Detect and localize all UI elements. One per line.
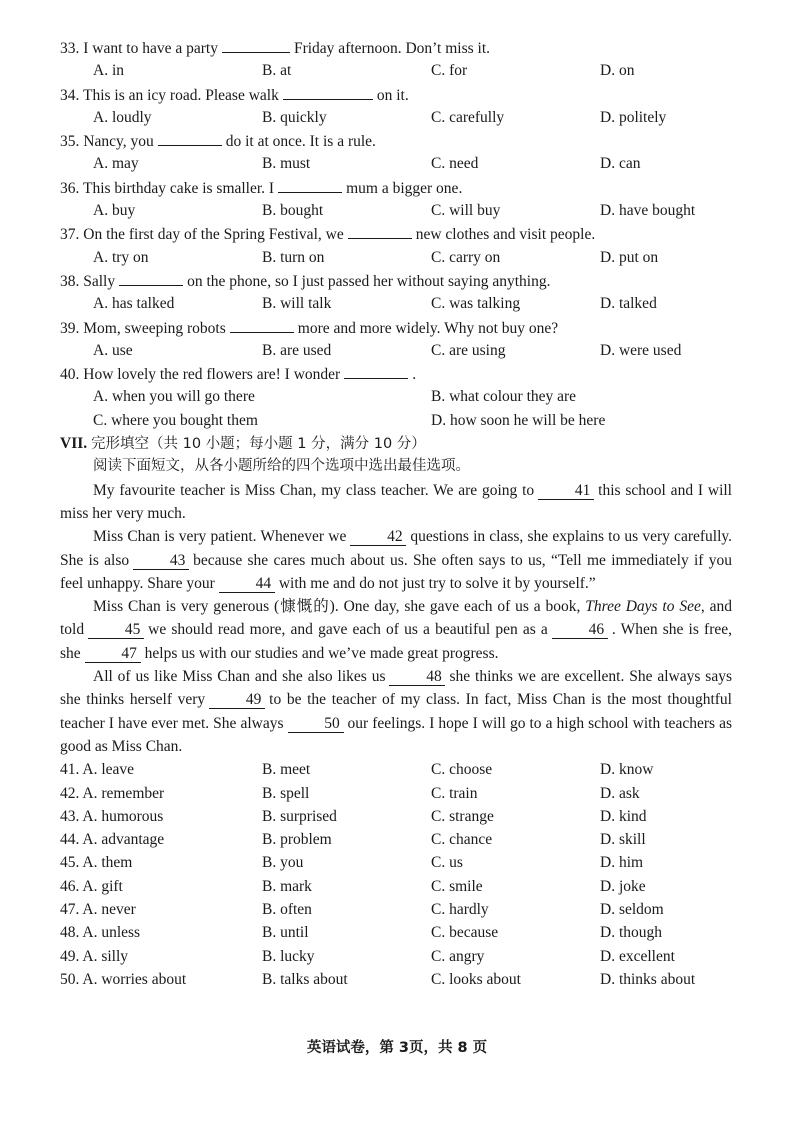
question-36 (60, 176, 732, 199)
option-b[interactable]: B. are used (262, 341, 332, 359)
question-stem: . (412, 366, 417, 384)
option-b[interactable]: B. surprised (262, 807, 337, 825)
cloze-blank-48: 48 (389, 668, 445, 686)
exam-page (60, 36, 732, 991)
option-a[interactable]: 48. A. unless (60, 924, 141, 942)
cloze-option-row (60, 805, 732, 828)
option-c[interactable]: C. are using (431, 341, 506, 359)
option-b[interactable]: B. problem (262, 831, 332, 849)
option-c[interactable]: C. smile (431, 877, 483, 895)
option-c[interactable]: C. train (431, 784, 478, 802)
option-b[interactable]: B. mark (262, 877, 312, 895)
options-40-row1 (60, 385, 732, 408)
option-a[interactable]: A. loudly (93, 108, 152, 126)
option-c[interactable]: C. was talking (431, 295, 521, 313)
section-heading (60, 432, 732, 455)
option-b[interactable]: B. spell (262, 784, 310, 802)
option-a[interactable]: A. in (93, 62, 124, 80)
question-stem: 39. Mom, sweeping robots (60, 319, 226, 337)
option-d[interactable]: D. skill (600, 831, 646, 849)
option-c[interactable]: C. chance (431, 831, 493, 849)
question-stem: on the phone, so I just passed her without saying anything. (187, 272, 551, 290)
answer-blank (230, 316, 294, 333)
option-c[interactable]: C. hardly (431, 900, 489, 918)
question-stem: 40. How lovely the red flowers are! I wonder (60, 366, 341, 384)
answer-blank (278, 176, 342, 193)
option-a[interactable]: 47. A. never (60, 900, 136, 918)
option-c[interactable]: C. for (431, 62, 468, 80)
option-b[interactable]: B. talks about (262, 970, 348, 988)
option-b[interactable]: B. quickly (262, 108, 327, 126)
options-34 (60, 106, 732, 129)
section-title: 完形填空（共 10 小题；每小题 1 分，满分 10 分） (91, 436, 426, 453)
cloze-option-row (60, 851, 732, 874)
option-c[interactable]: C. carry on (431, 248, 501, 266)
question-stem: Friday afternoon. Don’t miss it. (293, 40, 490, 57)
option-a[interactable]: 43. A. humorous (60, 807, 164, 825)
passage-paragraph-4: All of us like Miss Chan and she also likes us 48 she thinks we are excellent. She always says she thinks herself very 49 to be the teacher of my class. In fact, Miss Chan is the most thoughtful teacher I have ever met. She always 50 our feelings. I hope I will go to a high school with teachers as good as Miss Chan. (60, 668, 732, 755)
option-b[interactable]: B. until (262, 924, 309, 942)
answer-blank (222, 36, 290, 53)
question-37 (60, 222, 732, 245)
option-b[interactable]: B. often (262, 900, 312, 918)
section-number: VII. (60, 435, 88, 453)
option-d[interactable]: D. excellent (600, 947, 675, 965)
cloze-options (60, 758, 732, 991)
option-d[interactable]: D. how soon he will be here (431, 411, 606, 429)
question-stem: do it at once. It is a rule. (225, 133, 376, 151)
question-stem: 35. Nancy, you (60, 133, 154, 151)
cloze-blank-47: 47 (85, 645, 141, 663)
answer-blank (158, 129, 222, 146)
question-35 (60, 129, 732, 152)
option-c[interactable]: C. because (431, 924, 499, 942)
option-b[interactable]: B. bought (262, 202, 324, 220)
option-a[interactable]: A. when you will go there (93, 388, 255, 406)
page-footer: 英语试卷，第 3页，共 8 页 (306, 1040, 488, 1056)
options-36 (60, 199, 732, 222)
option-a[interactable]: 41. A. leave (60, 761, 135, 779)
option-d[interactable]: D. though (600, 924, 662, 942)
option-a[interactable]: A. has talked (93, 295, 175, 313)
option-c[interactable]: C. looks about (431, 970, 521, 988)
option-a[interactable]: A. may (93, 155, 139, 173)
option-b[interactable]: B. meet (262, 761, 311, 779)
option-d[interactable]: D. talked (600, 295, 657, 313)
option-d[interactable]: D. put on (600, 248, 659, 266)
cloze-option-row (60, 898, 732, 921)
book-title: Three Days to See (585, 598, 701, 616)
option-a[interactable]: 42. A. remember (60, 784, 165, 802)
cloze-option-row (60, 945, 732, 968)
answer-blank (119, 269, 183, 286)
option-d[interactable]: D. him (600, 854, 644, 872)
option-d[interactable]: D. joke (600, 877, 646, 895)
cloze-blank-44: 44 (219, 575, 275, 593)
option-c[interactable]: C. strange (431, 807, 494, 825)
question-stem: mum a bigger one. (346, 179, 463, 197)
option-a[interactable]: A. try on (93, 248, 149, 266)
option-b[interactable]: B. you (262, 854, 304, 872)
question-39 (60, 316, 732, 339)
question-stem: new clothes and visit people. (415, 226, 596, 244)
cloze-option-row (60, 828, 732, 851)
option-a[interactable]: 49. A. silly (60, 947, 129, 965)
option-d[interactable]: D. on (600, 62, 635, 80)
cloze-option-row (60, 758, 732, 781)
question-38 (60, 269, 732, 292)
options-39 (60, 339, 732, 362)
options-35 (60, 152, 732, 175)
question-34 (60, 83, 732, 106)
cloze-blank-43: 43 (133, 552, 189, 570)
option-d[interactable]: D. ask (600, 784, 640, 802)
cloze-option-row (60, 875, 732, 898)
question-stem: 33. I want to have a party (60, 40, 218, 57)
answer-blank (283, 83, 373, 100)
cloze-blank-50: 50 (288, 715, 344, 733)
question-stem: 38. Sally (60, 272, 116, 290)
option-d[interactable]: D. politely (600, 108, 667, 126)
section-instruction: 阅读下面短文，从各小题所给的四个选项中选出最佳选项。 (93, 458, 470, 475)
options-37 (60, 246, 732, 269)
options-38 (60, 292, 732, 315)
cloze-blank-46: 46 (552, 621, 608, 639)
cloze-blank-41: 41 (538, 482, 594, 500)
option-d[interactable]: D. have bought (600, 202, 696, 220)
option-c[interactable]: C. choose (431, 761, 493, 779)
option-a[interactable]: A. use (93, 341, 133, 359)
option-c[interactable]: C. will buy (431, 202, 501, 220)
option-c[interactable]: C. need (431, 155, 479, 173)
passage-paragraph-1: My favourite teacher is Miss Chan, my class teacher. We are going to 41 this school and I will miss her very much. (60, 481, 732, 522)
cloze-option-row (60, 921, 732, 944)
option-a[interactable]: 46. A. gift (60, 877, 123, 895)
cloze-blank-42: 42 (350, 528, 406, 546)
cloze-option-row (60, 782, 732, 805)
options-33 (60, 59, 732, 82)
cloze-option-row (60, 968, 732, 991)
option-c[interactable]: C. carefully (431, 108, 505, 126)
question-33 (60, 36, 732, 59)
option-a[interactable]: 44. A. advantage (60, 831, 165, 849)
answer-blank (344, 362, 408, 379)
option-d[interactable]: D. kind (600, 807, 647, 825)
question-40 (60, 362, 732, 385)
question-stem: 36. This birthday cake is smaller. I (60, 179, 275, 197)
option-a[interactable]: A. buy (93, 202, 136, 220)
option-d[interactable]: D. can (600, 155, 641, 173)
option-a[interactable]: 50. A. worries about (60, 970, 187, 988)
option-b[interactable]: B. what colour they are (431, 388, 577, 406)
cloze-blank-49: 49 (209, 691, 265, 709)
option-d[interactable]: D. thinks about (600, 970, 696, 988)
cloze-blank-45: 45 (88, 621, 144, 639)
options-40-row2 (60, 409, 732, 432)
option-d[interactable]: D. seldom (600, 900, 664, 918)
option-b[interactable]: B. will talk (262, 295, 332, 313)
question-stem: on it. (376, 86, 409, 104)
passage-paragraph-3: Miss Chan is very generous (慷慨的). One day, she gave each of us a book, Three Days to See, and told 45 we should read more, and gave each of us a beautiful pen as a 46 . When she is free, she 47 helps us with our studies and we’ve made great progress. (60, 598, 732, 662)
question-stem: more and more widely. Why not buy one? (297, 319, 559, 337)
question-stem: 34. This is an icy road. Please walk (60, 86, 279, 104)
option-c[interactable]: C. angry (431, 947, 485, 965)
option-b[interactable]: B. lucky (262, 947, 315, 965)
option-d[interactable]: D. know (600, 761, 654, 779)
option-a[interactable]: 45. A. them (60, 854, 133, 872)
passage-paragraph-2: Miss Chan is very patient. Whenever we 42 questions in class, she explains to us very carefully. She is also 43 because she cares much about us. She often says to us, “Tell me immediately if you feel unhappy. Share your 44 with me and do not just try to solve it by yourself.” (60, 528, 733, 592)
option-b[interactable]: B. at (262, 62, 292, 80)
option-b[interactable]: B. turn on (262, 248, 325, 266)
answer-blank (348, 222, 412, 239)
option-b[interactable]: B. must (262, 155, 311, 173)
option-d[interactable]: D. were used (600, 341, 682, 359)
option-c[interactable]: C. us (431, 854, 463, 872)
option-c[interactable]: C. where you bought them (93, 411, 258, 429)
question-stem: 37. On the first day of the Spring Festival, we (60, 226, 344, 244)
